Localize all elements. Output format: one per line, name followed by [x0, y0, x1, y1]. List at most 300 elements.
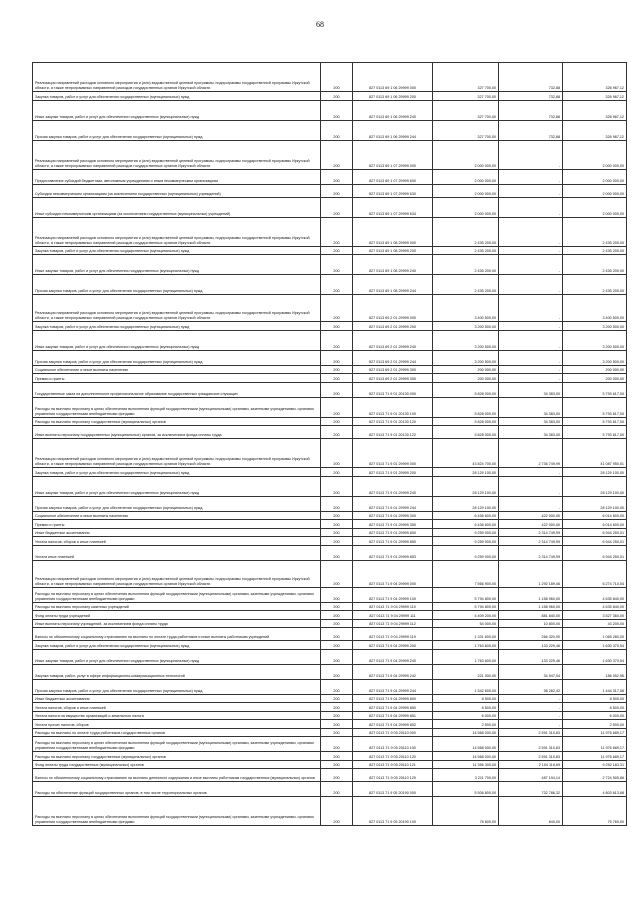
row-remaining-cell: 1 065 280,00 — [563, 628, 627, 641]
row-executed-cell: 2 591 310,83 — [499, 728, 563, 737]
row-code-cell: 200 — [321, 760, 353, 769]
row-name-cell: Премии и гранты — [33, 520, 321, 529]
row-executed-cell: 10 800,00 — [499, 619, 563, 628]
row-executed-cell: 1 158 960,00 — [499, 602, 563, 611]
row-remaining-cell: 1 444 317,58 — [563, 679, 627, 694]
table-row — [33, 641, 627, 650]
row-classification-cell: 827 0113 69 2 01 29999 244 — [353, 350, 433, 365]
row-code-cell: 200 — [321, 728, 353, 737]
row-plan-cell: 327 700,00 — [433, 120, 499, 140]
row-code-cell: 200 — [321, 720, 353, 729]
row-classification-cell: 827 0113 69 1 08 29999 240 — [353, 255, 433, 275]
row-remaining-cell: 2 000 000,00 — [563, 140, 627, 169]
row-executed-cell: - — [499, 703, 563, 712]
row-code-cell: 200 — [321, 797, 353, 826]
row-classification-cell: 827 0113 71 9 01 20130 122 — [353, 426, 433, 439]
row-remaining-cell: 326 967,12 — [563, 120, 627, 140]
row-executed-cell: 1 292 189,46 — [499, 560, 563, 587]
row-classification-cell: 827 0113 71 9 04 29999 112 — [353, 619, 433, 628]
row-executed-cell: 2 591 310,83 — [499, 737, 563, 752]
row-name-cell: Фонд оплаты труда государственных (муниципальных) органов — [33, 760, 321, 769]
row-plan-cell: 1 331 600,00 — [433, 628, 499, 641]
row-remaining-cell: 5 793 617,00 — [563, 382, 627, 397]
row-code-cell: 200 — [321, 100, 353, 120]
table-row — [33, 217, 627, 246]
row-executed-cell: - — [499, 217, 563, 246]
row-plan-cell: 6 436 600,00 — [433, 511, 499, 520]
row-remaining-cell: 1 630 370,54 — [563, 649, 627, 664]
table-row — [33, 611, 627, 620]
row-classification-cell: 827 0113 69 1 07 29999 000 — [353, 140, 433, 169]
row-name-cell: Уплата иных платежей — [33, 545, 321, 560]
row-classification-cell: 827 0113 69 1 06 29999 200 — [353, 92, 433, 101]
table-row — [33, 382, 627, 397]
row-name-cell: Иные выплаты персоналу учреждений, за исключением фонда оплаты труда — [33, 619, 321, 628]
row-plan-cell: 3 200 500,00 — [433, 350, 499, 365]
table-row — [33, 322, 627, 331]
row-name-cell: Реализация направлений расходов основного мероприятия и (или) ведомственной целевой программы, подпрограммы государственной программы Иркутской области, а также непрограммных направлений расходов государственных органов Иркутской области — [33, 63, 321, 92]
row-classification-cell: 827 0113 71 9 04 29999 111 — [353, 611, 433, 620]
row-name-cell: Иные закупки товаров, работ и услуг для обеспечения государственных (муниципальных) нужд — [33, 100, 321, 120]
row-name-cell: Реализация направлений расходов основного мероприятия и (или) ведомственной целевой программы, подпрограммы государственной программы Иркутской области, а также непрограммных направлений расходов государственных органов Иркутской области — [33, 217, 321, 246]
row-name-cell: Расходы на выплаты персоналу в целях обеспечения выполнения функций государственными (муниципальными) органами, казенными учреждениями, органами управления государственными внебюджетными фондами — [33, 737, 321, 752]
row-code-cell: 200 — [321, 664, 353, 679]
row-remaining-cell: 200 000,00 — [563, 374, 627, 383]
row-name-cell: Закупка товаров, работ и услуг для обеспечения государственных (муниципальных) нужд — [33, 641, 321, 650]
table-row — [33, 350, 627, 365]
row-classification-cell: 827 0113 69 2 01 29999 000 — [353, 295, 433, 322]
row-executed-cell: 732,88 — [499, 120, 563, 140]
row-code-cell: 200 — [321, 619, 353, 628]
row-code-cell: 200 — [321, 217, 353, 246]
row-code-cell: 200 — [321, 496, 353, 511]
row-classification-cell: 827 0113 69 1 07 29999 630 — [353, 184, 433, 197]
row-classification-cell: 827 0113 69 1 06 29999 000 — [353, 63, 433, 92]
row-plan-cell: 5 506 800,00 — [433, 782, 499, 797]
row-code-cell: 200 — [321, 511, 353, 520]
page-number: 68 — [316, 20, 324, 29]
table-row — [33, 140, 627, 169]
row-plan-cell: 28 129 100,00 — [433, 496, 499, 511]
row-plan-cell: 2 435 200,00 — [433, 246, 499, 255]
row-classification-cell: 827 0113 69 1 07 29999 634 — [353, 197, 433, 217]
table-row — [33, 782, 627, 797]
row-plan-cell: 4 409 200,00 — [433, 611, 499, 620]
table-row — [33, 511, 627, 520]
row-plan-cell: 3 200 500,00 — [433, 322, 499, 331]
row-executed-cell: - — [499, 246, 563, 255]
row-remaining-cell: 6 014 600,00 — [563, 511, 627, 520]
row-plan-cell: 2 000 000,00 — [433, 184, 499, 197]
row-remaining-cell: 3 200 500,00 — [563, 322, 627, 331]
table-row — [33, 711, 627, 720]
row-executed-cell: 881 840,00 — [499, 611, 563, 620]
row-classification-cell: 827 0113 69 2 01 29999 240 — [353, 330, 433, 350]
row-remaining-cell: 2 724 505,86 — [563, 769, 627, 782]
row-code-cell: 200 — [321, 255, 353, 275]
row-executed-cell: 133 229,46 — [499, 649, 563, 664]
table-row — [33, 679, 627, 694]
row-name-cell: Закупка товаров, работ, услуг в сфере информационно-коммуникационных технологий — [33, 664, 321, 679]
row-name-cell: Расходы на выплаты по оплате труда работников государственных органов — [33, 728, 321, 737]
row-executed-cell: - — [499, 496, 563, 511]
row-remaining-cell: 1 630 370,54 — [563, 641, 627, 650]
row-code-cell: 200 — [321, 611, 353, 620]
row-executed-cell: - — [499, 350, 563, 365]
row-name-cell: Социальное обеспечение и иные выплаты населению — [33, 365, 321, 374]
row-classification-cell: 827 0113 71 9 01 20130 120 — [353, 417, 433, 426]
row-plan-cell: 8 500,00 — [433, 703, 499, 712]
row-plan-cell: 2 500,00 — [433, 720, 499, 729]
row-classification-cell: 827 0113 71 9 04 29999 850 — [353, 703, 433, 712]
row-plan-cell: 327 700,00 — [433, 92, 499, 101]
row-name-cell: Прочая закупка товаров, работ и услуг для обеспечения государственных (муниципальных) нужд — [33, 679, 321, 694]
row-plan-cell: 28 129 100,00 — [433, 476, 499, 496]
row-classification-cell: 827 0113 71 9 05 20110 121 — [353, 760, 433, 769]
row-plan-cell: 5 828 000,00 — [433, 417, 499, 426]
row-executed-cell: 2 314 749,99 — [499, 545, 563, 560]
row-code-cell: 200 — [321, 374, 353, 383]
row-remaining-cell: 75 760,00 — [563, 797, 627, 826]
row-remaining-cell: 2 435 200,00 — [563, 255, 627, 275]
table-row — [33, 439, 627, 468]
row-plan-cell: 5 794 800,00 — [433, 602, 499, 611]
row-plan-cell: 7 566 900,00 — [433, 560, 499, 587]
row-executed-cell: - — [499, 140, 563, 169]
table-row — [33, 468, 627, 477]
row-remaining-cell: 8 500,00 — [563, 703, 627, 712]
row-executed-cell: 840,00 — [499, 797, 563, 826]
row-classification-cell: 827 0113 71 9 05 20110 000 — [353, 728, 433, 737]
row-remaining-cell: 2 000 000,00 — [563, 169, 627, 184]
row-name-cell: Иные бюджетные ассигнования — [33, 694, 321, 703]
row-name-cell: Фонд оплаты труда учреждений — [33, 611, 321, 620]
row-plan-cell: 2 435 200,00 — [433, 217, 499, 246]
row-classification-cell: 827 0113 71 9 01 20130 100 — [353, 397, 433, 417]
row-classification-cell: 827 0113 69 1 08 29999 200 — [353, 246, 433, 255]
row-plan-cell: 6 436 600,00 — [433, 520, 499, 529]
row-remaining-cell: 186 052,96 — [563, 664, 627, 679]
row-code-cell: 200 — [321, 560, 353, 587]
row-plan-cell: 3 200 500,00 — [433, 330, 499, 350]
row-plan-cell: 8 500,00 — [433, 694, 499, 703]
table-row — [33, 365, 627, 374]
row-remaining-cell: 4 803 613,68 — [563, 782, 627, 797]
row-executed-cell: 34 383,00 — [499, 417, 563, 426]
row-name-cell: Прочая закупка товаров, работ и услуг для обеспечения государственных (муниципальных) нужд — [33, 496, 321, 511]
table-row — [33, 537, 627, 546]
row-plan-cell: 5 794 800,00 — [433, 587, 499, 602]
row-classification-cell: 827 0113 71 9 01 29999 350 — [353, 520, 433, 529]
row-code-cell: 200 — [321, 397, 353, 417]
row-name-cell: Прочая закупка товаров, работ и услуг для обеспечения государственных (муниципальных) нужд — [33, 350, 321, 365]
row-name-cell: Прочая закупка товаров, работ и услуг для обеспечения государственных (муниципальных) нужд — [33, 120, 321, 140]
row-name-cell: Иные закупки товаров, работ и услуг для обеспечения государственных (муниципальных) нужд — [33, 330, 321, 350]
row-plan-cell: 221 000,00 — [433, 664, 499, 679]
table-row — [33, 664, 627, 679]
row-code-cell: 200 — [321, 426, 353, 439]
row-executed-cell: 2 314 749,99 — [499, 528, 563, 537]
row-remaining-cell: 43 200,00 — [563, 619, 627, 628]
row-executed-cell: 2 314 749,99 — [499, 537, 563, 546]
table-row — [33, 197, 627, 217]
row-code-cell: 200 — [321, 169, 353, 184]
table-row — [33, 602, 627, 611]
row-code-cell: 200 — [321, 703, 353, 712]
row-code-cell: 200 — [321, 275, 353, 295]
table-row — [33, 649, 627, 664]
budget-table — [32, 62, 627, 826]
row-executed-cell: - — [499, 720, 563, 729]
row-remaining-cell: 28 129 100,00 — [563, 476, 627, 496]
row-executed-cell: - — [499, 295, 563, 322]
row-remaining-cell: 4 635 840,00 — [563, 587, 627, 602]
row-code-cell: 200 — [321, 295, 353, 322]
row-remaining-cell: 11 976 689,17 — [563, 752, 627, 761]
row-name-cell: Расходы на выплаты персоналу государственных (муниципальных) органов — [33, 417, 321, 426]
table-row — [33, 476, 627, 496]
row-remaining-cell: 3 400 500,00 — [563, 295, 627, 322]
row-classification-cell: 827 0113 71 9 01 29999 200 — [353, 468, 433, 477]
row-code-cell: 200 — [321, 528, 353, 537]
row-remaining-cell: 3 200 500,00 — [563, 330, 627, 350]
row-remaining-cell: 5 793 617,00 — [563, 426, 627, 439]
row-executed-cell: 732 786,32 — [499, 782, 563, 797]
table-row — [33, 545, 627, 560]
row-remaining-cell: 11 976 689,17 — [563, 737, 627, 752]
table-row — [33, 769, 627, 782]
row-plan-cell: 1 763 600,00 — [433, 649, 499, 664]
row-code-cell: 200 — [321, 537, 353, 546]
row-code-cell: 200 — [321, 120, 353, 140]
row-name-cell: Уплата налогов, сборов и иных платежей — [33, 537, 321, 546]
row-code-cell: 200 — [321, 197, 353, 217]
table-row — [33, 628, 627, 641]
table-row — [33, 760, 627, 769]
row-name-cell: Иные закупки товаров, работ и услуг для обеспечения государственных (муниципальных) нужд — [33, 476, 321, 496]
row-remaining-cell: 4 635 840,00 — [563, 602, 627, 611]
row-name-cell: Расходы на выплаты персоналу государственных (муниципальных) органов — [33, 752, 321, 761]
table-row — [33, 426, 627, 439]
row-classification-cell: 827 0113 71 9 05 20110 100 — [353, 737, 433, 752]
row-plan-cell: 14 568 000,00 — [433, 737, 499, 752]
row-name-cell: Расходы на выплаты персоналу в целях обеспечения выполнения функций государственными (муниципальными) органами, казенными учреждениями, органами управления государственными внебюджетными фондами — [33, 397, 321, 417]
row-code-cell: 200 — [321, 545, 353, 560]
table-row — [33, 295, 627, 322]
row-code-cell: 200 — [321, 752, 353, 761]
row-classification-cell: 827 0113 71 9 04 29999 242 — [353, 664, 433, 679]
row-name-cell: Взносы по обязательному социальному страхованию на выплаты денежного содержания и иные выплаты работникам государственных (муниципальных) органов — [33, 769, 321, 782]
row-plan-cell: 200 000,00 — [433, 374, 499, 383]
row-remaining-cell: 6 944 250,01 — [563, 537, 627, 546]
row-executed-cell: 2 104 116,69 — [499, 760, 563, 769]
row-code-cell: 200 — [321, 649, 353, 664]
row-plan-cell: 5 828 000,00 — [433, 426, 499, 439]
row-plan-cell: 14 568 000,00 — [433, 728, 499, 737]
row-executed-cell: 133 229,46 — [499, 641, 563, 650]
row-plan-cell: 200 000,00 — [433, 365, 499, 374]
row-name-cell: Расходы на выплаты персоналу в целях обеспечения выполнения функций государственными (муниципальными) органами, казенными учреждениями, органами управления государственными внебюджетными фондами — [33, 797, 321, 826]
row-code-cell: 200 — [321, 184, 353, 197]
row-executed-cell: - — [499, 197, 563, 217]
row-remaining-cell: 6 014 600,00 — [563, 520, 627, 529]
table-row — [33, 728, 627, 737]
row-classification-cell: 827 0113 71 9 05 20110 120 — [353, 752, 433, 761]
row-code-cell: 200 — [321, 628, 353, 641]
row-executed-cell: 266 320,00 — [499, 628, 563, 641]
row-plan-cell: 2 435 200,00 — [433, 275, 499, 295]
row-name-cell: Иные бюджетные ассигнования — [33, 528, 321, 537]
row-executed-cell: - — [499, 169, 563, 184]
row-code-cell: 200 — [321, 350, 353, 365]
row-name-cell: Социальное обеспечение и иные выплаты населению — [33, 511, 321, 520]
row-remaining-cell: 41 087 950,01 — [563, 439, 627, 468]
row-code-cell: 200 — [321, 476, 353, 496]
row-name-cell: Закупка товаров, работ и услуг для обеспечения государственных (муниципальных) нужд — [33, 322, 321, 331]
table-row — [33, 374, 627, 383]
row-code-cell: 200 — [321, 92, 353, 101]
row-executed-cell: 34 383,00 — [499, 426, 563, 439]
row-remaining-cell: 28 129 100,00 — [563, 468, 627, 477]
row-name-cell: Уплата прочих налогов, сборов — [33, 720, 321, 729]
table-row — [33, 752, 627, 761]
table-row — [33, 246, 627, 255]
row-classification-cell: 827 0113 71 9 05 20190 000 — [353, 782, 433, 797]
row-classification-cell: 827 0113 71 9 01 29999 850 — [353, 537, 433, 546]
row-classification-cell: 827 0113 71 9 04 29999 851 — [353, 711, 433, 720]
row-code-cell: 200 — [321, 417, 353, 426]
row-name-cell: Предоставление субсидий бюджетным, автономным учреждениям и иным некоммерческим организациям — [33, 169, 321, 184]
row-code-cell: 200 — [321, 520, 353, 529]
row-plan-cell: 327 700,00 — [433, 100, 499, 120]
row-name-cell: Иные закупки товаров, работ и услуг для обеспечения государственных (муниципальных) нужд — [33, 649, 321, 664]
row-name-cell: Расходы на выплаты персоналу казенных учреждений — [33, 602, 321, 611]
row-remaining-cell: 2 435 200,00 — [563, 217, 627, 246]
row-classification-cell: 827 0113 71 9 01 29999 240 — [353, 476, 433, 496]
table-row — [33, 255, 627, 275]
row-plan-cell: 9 259 000,00 — [433, 545, 499, 560]
row-code-cell: 200 — [321, 140, 353, 169]
row-executed-cell: - — [499, 374, 563, 383]
row-executed-cell: 34 383,00 — [499, 397, 563, 417]
table-row — [33, 560, 627, 587]
table-row — [33, 169, 627, 184]
row-remaining-cell: 326 967,12 — [563, 63, 627, 92]
row-code-cell: 200 — [321, 679, 353, 694]
table-row — [33, 275, 627, 295]
row-plan-cell: 14 568 000,00 — [433, 752, 499, 761]
row-remaining-cell: 2 435 200,00 — [563, 246, 627, 255]
row-executed-cell: 34 947,04 — [499, 664, 563, 679]
row-plan-cell: 1 763 600,00 — [433, 641, 499, 650]
row-name-cell: Взносы по обязательному социальному страхованию на выплаты по оплате труда работников и иные выплаты работникам учреждений — [33, 628, 321, 641]
row-code-cell: 200 — [321, 737, 353, 752]
row-classification-cell: 827 0113 71 9 04 29999 119 — [353, 628, 433, 641]
row-executed-cell: - — [499, 184, 563, 197]
row-name-cell: Субсидии некоммерческим организациям (за исключением государственных (муниципальных) учреждений) — [33, 184, 321, 197]
table-row — [33, 397, 627, 417]
row-plan-cell: 2 000 000,00 — [433, 197, 499, 217]
table-row — [33, 184, 627, 197]
row-name-cell: Реализация направлений расходов основного мероприятия и (или) ведомственной целевой программы, подпрограммы государственной программы Иркутской области, а также непрограммных направлений расходов государственных органов Иркутской области — [33, 439, 321, 468]
row-code-cell: 200 — [321, 694, 353, 703]
table-row — [33, 619, 627, 628]
row-executed-cell: 732,88 — [499, 100, 563, 120]
row-executed-cell: 1 158 960,00 — [499, 587, 563, 602]
row-executed-cell: - — [499, 275, 563, 295]
row-executed-cell: 2 591 310,83 — [499, 752, 563, 761]
table-row — [33, 737, 627, 752]
row-plan-cell: 9 259 000,00 — [433, 537, 499, 546]
row-executed-cell: - — [499, 255, 563, 275]
row-plan-cell: 11 356 300,00 — [433, 760, 499, 769]
row-classification-cell: 827 0113 69 2 01 29999 350 — [353, 374, 433, 383]
row-classification-cell: 827 0113 71 9 04 29999 240 — [353, 649, 433, 664]
row-code-cell: 200 — [321, 711, 353, 720]
row-classification-cell: 827 0113 69 1 06 29999 244 — [353, 120, 433, 140]
row-plan-cell: 6 000,00 — [433, 711, 499, 720]
row-plan-cell: 3 400 500,00 — [433, 295, 499, 322]
row-remaining-cell: 6 944 250,01 — [563, 545, 627, 560]
row-remaining-cell: 8 500,00 — [563, 694, 627, 703]
row-classification-cell: 827 0113 69 1 06 29999 240 — [353, 100, 433, 120]
row-plan-cell: 28 129 100,00 — [433, 468, 499, 477]
row-remaining-cell: 326 967,12 — [563, 100, 627, 120]
row-classification-cell: 827 0113 69 1 07 29999 600 — [353, 169, 433, 184]
row-remaining-cell: 28 129 100,00 — [563, 496, 627, 511]
row-classification-cell: 827 0113 71 9 01 29999 853 — [353, 545, 433, 560]
budget-table-body — [33, 63, 627, 826]
row-remaining-cell: 5 793 617,00 — [563, 397, 627, 417]
table-row — [33, 92, 627, 101]
row-executed-cell: 98 282,42 — [499, 679, 563, 694]
row-executed-cell: - — [499, 365, 563, 374]
row-name-cell: Иные закупки товаров, работ и услуг для обеспечения государственных (муниципальных) нужд — [33, 255, 321, 275]
row-code-cell: 200 — [321, 365, 353, 374]
table-row — [33, 694, 627, 703]
table-row — [33, 520, 627, 529]
row-remaining-cell: 3 527 360,00 — [563, 611, 627, 620]
row-name-cell: Реализация направлений расходов основного мероприятия и (или) ведомственной целевой программы, подпрограммы государственной программы Иркутской области, а также непрограммных направлений расходов государственных органов Иркутской области — [33, 140, 321, 169]
row-executed-cell: 422 000,00 — [499, 511, 563, 520]
row-executed-cell: - — [499, 476, 563, 496]
row-plan-cell: 76 600,00 — [433, 797, 499, 826]
row-code-cell: 200 — [321, 769, 353, 782]
row-remaining-cell: 2 500,00 — [563, 720, 627, 729]
row-executed-cell: - — [499, 694, 563, 703]
row-plan-cell: 54 000,00 — [433, 619, 499, 628]
table-row — [33, 63, 627, 92]
row-remaining-cell: 6 000,00 — [563, 711, 627, 720]
row-name-cell: Расходы на выплаты персоналу в целях обеспечения выполнения функций государственными (муниципальными) органами, казенными учреждениями, органами управления государственными внебюджетными фондами — [33, 587, 321, 602]
row-code-cell: 200 — [321, 322, 353, 331]
row-classification-cell: 827 0113 71 9 05 20190 100 — [353, 797, 433, 826]
table-row — [33, 797, 627, 826]
row-plan-cell: 327 700,00 — [433, 63, 499, 92]
row-code-cell: 200 — [321, 439, 353, 468]
row-remaining-cell: 5 793 617,00 — [563, 417, 627, 426]
table-row — [33, 120, 627, 140]
row-plan-cell: 2 435 200,00 — [433, 255, 499, 275]
row-plan-cell: 2 000 000,00 — [433, 140, 499, 169]
row-executed-cell: 34 383,00 — [499, 382, 563, 397]
row-name-cell: Прочая закупка товаров, работ и услуг для обеспечения государственных (муниципальных) нужд — [33, 275, 321, 295]
table-row — [33, 528, 627, 537]
row-name-cell: Расходы на обеспечение функций государственных органов, в том числе территориальных органов — [33, 782, 321, 797]
row-remaining-cell: 200 000,00 — [563, 365, 627, 374]
row-name-cell: Иные выплаты персоналу государственных (муниципальных) органов, за исключением фонда оплаты труда — [33, 426, 321, 439]
row-classification-cell: 827 0113 71 9 01 20130 000 — [353, 382, 433, 397]
